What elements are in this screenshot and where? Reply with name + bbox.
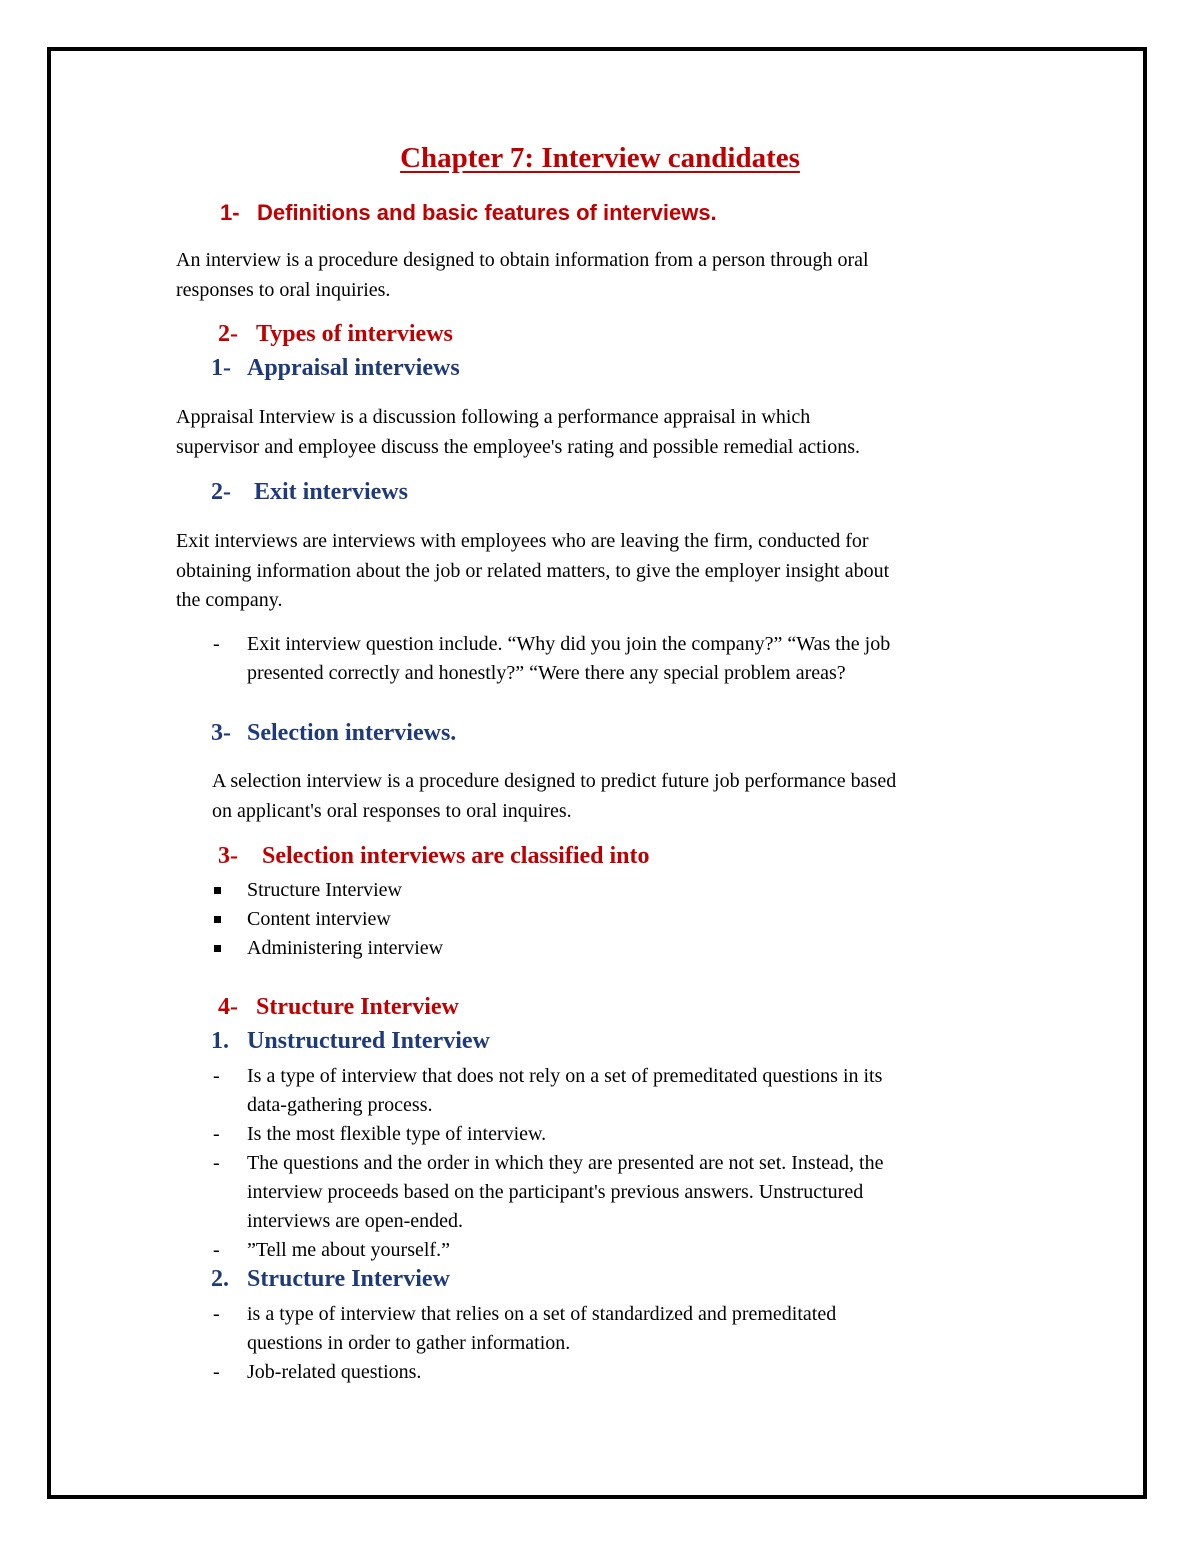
body-line: the company. [176,589,283,611]
appraisal-heading-text: Appraisal interviews [247,355,460,381]
dash-marker: - [213,1123,220,1145]
unstructured-point: - The questions and the order in which they are presented are not set. Instead, the interview proceeds based on the participant's previous answers. Unstructured interviews are open-ended. [247,1149,883,1236]
dash-marker: - [213,1065,220,1087]
exit-number: 2- [211,479,231,505]
body-line: An interview is a procedure designed to obtain information from a person through oral [176,249,869,271]
section4-heading [218,994,459,1021]
section2-heading-text: Types of interviews [256,321,453,347]
dash-marker: - [213,1303,220,1325]
section4-heading-text: Structure Interview [256,994,459,1020]
selection-body [212,767,896,826]
body-line: supervisor and employee discuss the employee's rating and possible remedial actions. [176,435,860,458]
selection-number: 3- [211,720,231,746]
unstructured-heading-text: Unstructured Interview [247,1028,490,1054]
selection-heading [211,720,456,747]
appraisal-number: 1- [211,355,231,381]
structured-point: - is a type of interview that relies on a set of standardized and premeditated questions in order to gather information. [247,1300,836,1358]
list-item: Content interview [247,905,391,934]
square-bullet-icon [214,916,221,923]
body-line: Exit interviews are interviews with employees who are leaving the firm, conducted for [176,530,869,552]
unstructured-point: - Is a type of interview that does not rely on a set of premeditated questions in its data-gathering process. [247,1062,882,1120]
square-bullet-icon [214,887,221,894]
page-title: Chapter 7: Interview candidates [400,142,800,174]
list-item: Administering interview [247,934,443,963]
body-line: responses to oral inquiries. [176,278,391,301]
structured-number: 2. [211,1266,229,1292]
exit-heading-text: Exit interviews [254,479,408,505]
section3-heading [218,843,650,870]
square-bullet-icon [214,945,221,952]
section1-number: 1- [220,200,240,225]
section3-number: 3- [218,843,238,869]
body-line: presented correctly and honestly?” “Were there any special problem areas? [247,662,846,684]
unstructured-point: - ”Tell me about yourself.” [247,1236,450,1265]
section4-number: 4- [218,994,238,1020]
structured-heading [211,1266,450,1293]
body-line: A selection interview is a procedure designed to predict future job performance based [212,770,897,792]
appraisal-body [176,403,860,462]
unstructured-number: 1. [211,1028,229,1054]
structured-point: - Job-related questions. [247,1358,421,1387]
dash-marker: - [213,1361,220,1383]
appraisal-heading [211,355,460,382]
section3-heading-text: Selection interviews are classified into [262,843,650,869]
exit-body [176,527,889,616]
body-line: Appraisal Interview is a discussion following a performance appraisal in which [176,406,811,428]
section1-heading-text: Definitions and basic features of interviews. [257,200,717,225]
dash-marker: - [213,633,220,655]
unstructured-point: - Is the most flexible type of interview. [247,1120,546,1149]
structured-heading-text: Structure Interview [247,1266,450,1292]
exit-heading [211,479,408,506]
list-item: Structure Interview [247,876,402,905]
body-line: on applicant's oral responses to oral inquires. [212,799,572,822]
section1-body [176,246,869,305]
section1-heading [220,200,717,226]
exit-questions [213,630,891,688]
body-line: Exit interview question include. “Why did you join the company?” “Was the job [247,633,891,655]
dash-marker: - [213,1152,220,1174]
section2-heading [218,321,453,348]
selection-heading-text: Selection interviews. [247,720,457,746]
section2-number: 2- [218,321,238,347]
unstructured-heading [211,1028,490,1055]
body-line: obtaining information about the job or related matters, to give the employer insight about [176,559,890,582]
dash-marker: - [213,1239,220,1261]
